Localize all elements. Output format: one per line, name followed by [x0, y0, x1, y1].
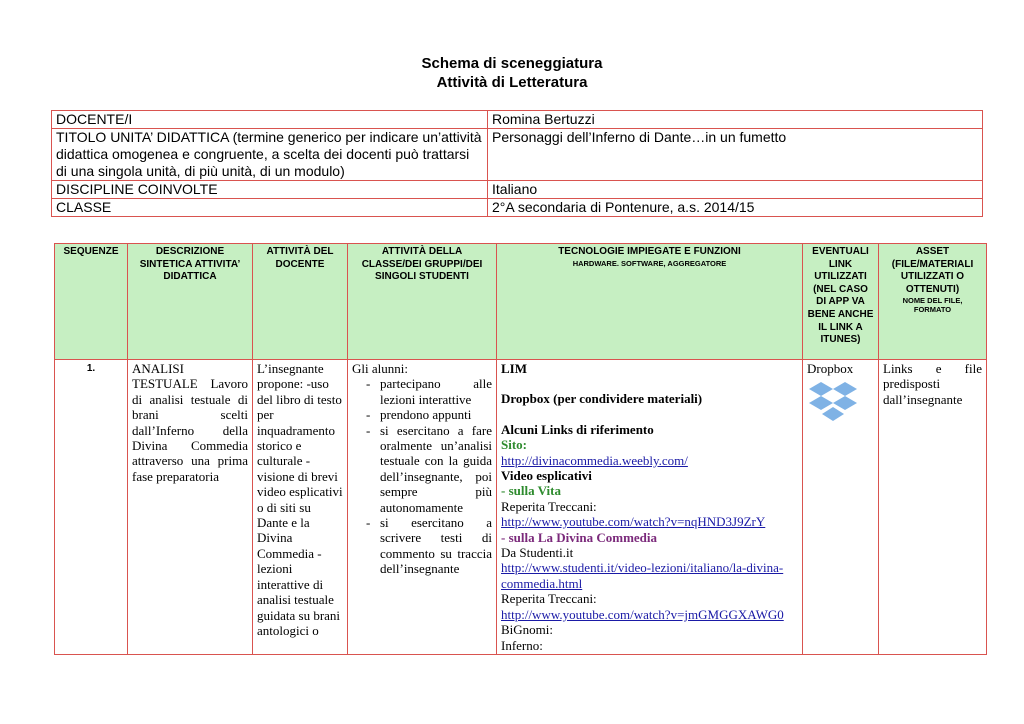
descrizione-cell: ANALISI TESTUALE Lavoro di analisi testuale di brani scelti dall’Inferno della Divina Commedia attraverso una prima fase preparatoria	[128, 360, 253, 655]
sito-link[interactable]: http://divinacommedia.weebly.com/	[501, 452, 688, 468]
header-descrizione: DESCRIZIONE SINTETICA ATTIVITA’ DIDATTICA	[128, 244, 253, 360]
tecnologie-cell	[497, 360, 803, 655]
info-row-classe	[52, 199, 983, 217]
treccani-source: Reperita Treccani:	[501, 591, 597, 607]
header-attivita-classe: ATTIVITÀ DELLA CLASSE/DEI GRUPPI/DEI SINGOLI STUDENTI	[348, 244, 497, 360]
header-asset-label: ASSET (FILE/MATERIALI UTILIZZATI O OTTENUTI)	[891, 246, 974, 295]
tech-lim: LIM	[501, 361, 527, 376]
info-table	[51, 110, 983, 217]
inferno-label: Inferno:	[501, 637, 543, 653]
vita-source: Reperita Treccani:	[501, 498, 597, 514]
classe-intro: Gli alunni:	[352, 361, 408, 376]
commedia-source: Da Studenti.it	[501, 545, 574, 561]
asset-cell: Links e file predisposti dall’insegnante	[879, 360, 987, 655]
links-heading: Alcuni Links di riferimento	[501, 421, 654, 437]
info-label: DISCIPLINE COINVOLTE	[52, 181, 488, 199]
classe-list	[352, 376, 492, 576]
header-tecnologie-sub: HARDWARE. SOFTWARE, AGGREGATORE	[572, 258, 727, 268]
info-label: CLASSE	[52, 199, 488, 217]
list-item: - prendono appunti	[352, 407, 492, 422]
attivita-docente-cell: L’insegnante propone: -uso del libro di testo per inquadramento storico e culturale -visione di brevi video esplicativi o di siti su Dante e la Divina Commedia -lezioni interattive di analisi testuale guidata su brani antologici o	[253, 360, 348, 655]
header-attivita-docente: ATTIVITÀ DEL DOCENTE	[253, 244, 348, 360]
dropbox-icon	[807, 380, 859, 426]
commedia-link[interactable]: http://www.studenti.it/video-lezioni/italiano/la-divina-commedia.html	[501, 560, 784, 591]
header-tecnologie	[497, 244, 803, 360]
sito-label: Sito:	[501, 437, 527, 453]
sequence-number: 1.	[55, 360, 128, 655]
info-row-docente	[52, 111, 983, 129]
header-tecnologie-label: TECNOLOGIE IMPIEGATE E FUNZIONI	[558, 246, 741, 257]
header-row	[55, 244, 987, 360]
header-sequenze: SEQUENZE	[55, 244, 128, 360]
vita-link[interactable]: http://www.youtube.com/watch?v=nqHND3J9ZrY	[501, 514, 766, 530]
info-value: 2°A secondaria di Pontenure, a.s. 2014/15	[488, 199, 983, 217]
tech-dropbox: Dropbox (per condividere materiali)	[501, 391, 703, 407]
header-link: EVENTUALI LINK UTILIZZATI (NEL CASO DI APP VA BENE ANCHE IL LINK A ITUNES)	[803, 244, 879, 360]
info-value: Personaggi dell’Inferno di Dante…in un fumetto	[488, 129, 983, 181]
attivita-classe-cell	[348, 360, 497, 655]
info-label: DOCENTE/I	[52, 111, 488, 129]
document-title	[0, 54, 1024, 92]
link-cell	[803, 360, 879, 655]
title-line-1: Schema di sceneggiatura	[421, 55, 603, 72]
info-row-titolo	[52, 129, 983, 181]
treccani-link[interactable]: http://www.youtube.com/watch?v=jmGMGGXAWG0	[501, 606, 784, 622]
commedia-label: - sulla La Divina Commedia	[501, 529, 658, 545]
table-row	[55, 360, 987, 655]
header-asset-sub: NOME DEL FILE, FORMATO	[902, 296, 963, 315]
vita-label: - sulla Vita	[501, 483, 561, 499]
info-row-discipline	[52, 181, 983, 199]
info-value: Italiano	[488, 181, 983, 199]
list-item: - si esercitano a scrivere testi di commento su traccia dell’insegnante	[352, 515, 492, 577]
info-value: Romina Bertuzzi	[488, 111, 983, 129]
header-asset	[879, 244, 987, 360]
list-item: - partecipano alle lezioni interattive	[352, 376, 492, 407]
info-label: TITOLO UNITA’ DIDATTICA (termine generico per indicare un’attività didattica omogenea e congruente, a scelta dei docenti può trattarsi di una singola unità, di più unità, di un modulo)	[52, 129, 488, 181]
link-dropbox-label: Dropbox	[807, 361, 854, 376]
sequence-table	[54, 243, 987, 655]
bignomi-label: BiGnomi:	[501, 622, 554, 638]
video-heading: Video esplicativi	[501, 468, 592, 484]
list-item: - si esercitano a fare oralmente un’analisi testuale con la guida dell’insegnante, poi sempre più autonomamente	[352, 423, 492, 515]
title-line-2: Attività di Letteratura	[436, 74, 588, 91]
